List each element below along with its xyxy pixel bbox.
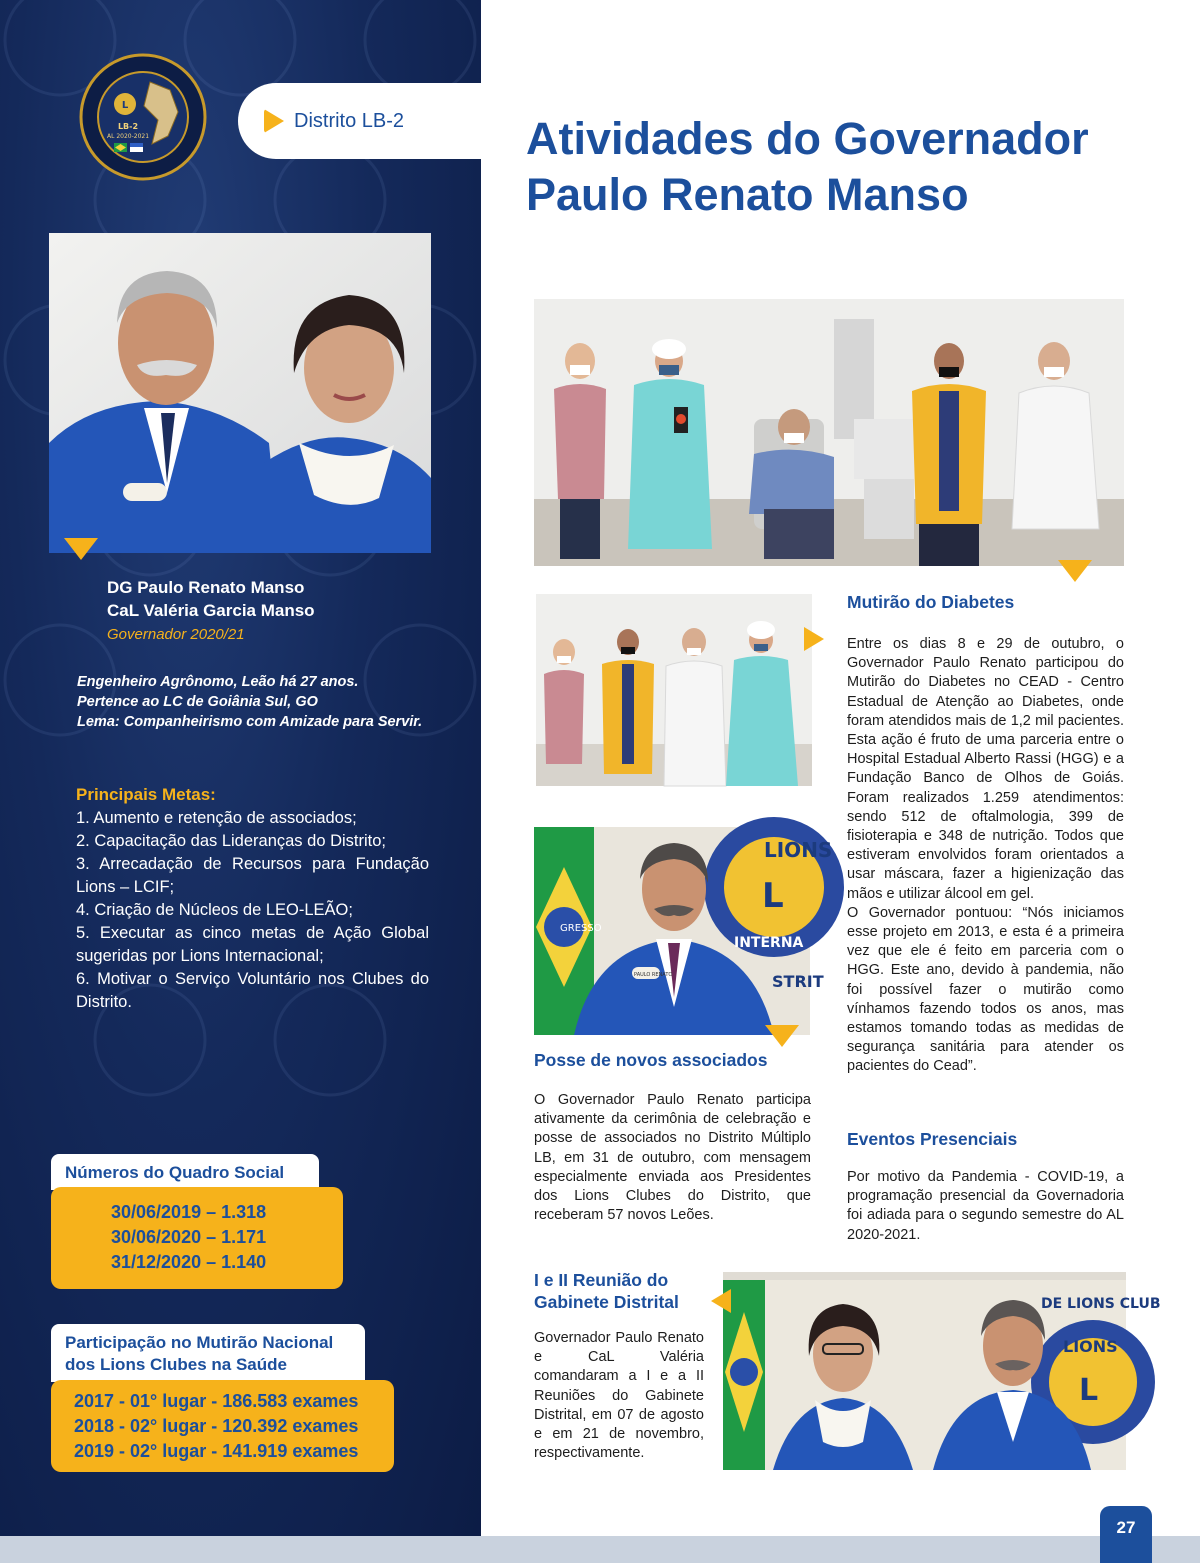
diabetes-clinic-group-photo bbox=[534, 299, 1124, 566]
membership-numbers-heading: Números do Quadro Social bbox=[51, 1154, 319, 1190]
svg-text:LB-2: LB-2 bbox=[117, 122, 139, 131]
section-title-line: I e II Reunião do bbox=[534, 1270, 669, 1290]
bio-line: Pertence ao LC de Goiânia Sul, GO bbox=[77, 694, 318, 710]
goal-item: 2. Capacitação das Lideranças do Distrito; bbox=[76, 832, 387, 850]
membership-numbers-box bbox=[51, 1187, 343, 1289]
page-title-line: Atividades do Governador bbox=[526, 113, 1089, 164]
page-title-line: Paulo Renato Manso bbox=[526, 169, 969, 220]
svg-text:AL 2020-2021: AL 2020-2021 bbox=[106, 133, 150, 140]
campaign-result-row: 2017 - 01° lugar - 186.583 exames bbox=[74, 1391, 359, 1411]
goals-heading: Principais Metas: bbox=[76, 785, 216, 804]
portrait-caption bbox=[107, 576, 315, 643]
section-body-diabetes bbox=[847, 635, 1124, 1077]
svg-text:PAULO RENATO: PAULO RENATO bbox=[634, 972, 673, 978]
section-body-reuniao: Governador Paulo Renato e CaL Valéria comandaram a I e a II Reuniões do Gabinete Distrital, em 07 de agosto e em 21 de novembro, respectivamente. bbox=[534, 1330, 704, 1462]
bio-line: Lema: Companheirismo com Amizade para Servir. bbox=[77, 714, 423, 730]
triangle-pointer-icon bbox=[711, 1289, 731, 1313]
district-seal-logo bbox=[80, 54, 206, 180]
goal-item: 3. Arrecadação de Recursos para Fundação Lions – LCIF; bbox=[76, 855, 429, 896]
national-campaign-results-box bbox=[51, 1380, 394, 1472]
triangle-pointer-icon bbox=[804, 627, 824, 651]
svg-text:L: L bbox=[762, 876, 784, 916]
governor-video-message-photo bbox=[534, 827, 833, 1035]
goal-item: 6. Motivar o Serviço Voluntário nos Clubes do Distrito. bbox=[76, 970, 429, 1011]
play-triangle-icon bbox=[264, 109, 284, 133]
page-number: 27 bbox=[1100, 1506, 1152, 1563]
section-title-eventos: Eventos Presenciais bbox=[847, 1129, 1018, 1149]
svg-text:GRESSO: GRESSO bbox=[560, 923, 602, 934]
caption-role: Governador 2020/21 bbox=[107, 626, 245, 643]
district-label-tab bbox=[238, 83, 488, 159]
governor-couple-portrait bbox=[49, 233, 431, 553]
diabetes-team-photo bbox=[536, 594, 812, 786]
svg-text:LIONS: LIONS bbox=[1063, 1337, 1118, 1356]
campaign-result-row: 2019 - 02° lugar - 141.919 exames bbox=[74, 1441, 359, 1461]
national-campaign-heading bbox=[51, 1324, 365, 1382]
caption-name-spouse: CaL Valéria Garcia Manso bbox=[107, 601, 315, 620]
triangle-pointer-icon bbox=[1058, 560, 1092, 582]
svg-text:LIONS: LIONS bbox=[764, 838, 833, 862]
section-body-eventos: Por motivo da Pandemia - COVID-19, a programação presencial da Governadoria foi adiada para o segundo semestre do AL 2020-2021. bbox=[847, 1169, 1124, 1243]
footer-strip bbox=[0, 1536, 1200, 1563]
national-campaign-heading-line: dos Lions Clubes na Saúde bbox=[65, 1355, 287, 1374]
paragraph: O Governador pontuou: “Nós iniciamos esse projeto em 2013, e esta é a primeira vez que ele é feito em parceria com o HGG. Este ano, devido à pandemia, não foi possível fazer o mutirão como vínhamos fazendo todos os anos, mas estamos tomando todas as medidas de segurança sanitária para atender os pacientes do Cead”. bbox=[847, 904, 1124, 1075]
bio-line: Engenheiro Agrônomo, Leão há 27 anos. bbox=[77, 674, 359, 690]
svg-text:L: L bbox=[1079, 1373, 1099, 1408]
caption-name-governor: DG Paulo Renato Manso bbox=[107, 578, 305, 597]
main-goals-list bbox=[76, 785, 429, 1014]
goal-item: 1. Aumento e retenção de associados; bbox=[76, 809, 357, 827]
svg-text:STRIT: STRIT bbox=[772, 972, 824, 991]
svg-text:INTERNA: INTERNA bbox=[734, 935, 804, 951]
district-label: Distrito LB-2 bbox=[294, 109, 405, 132]
membership-row: 31/12/2020 – 1.140 bbox=[111, 1252, 267, 1272]
section-title-line: Gabinete Distrital bbox=[534, 1292, 679, 1312]
triangle-pointer-icon bbox=[765, 1025, 799, 1047]
paragraph: Entre os dias 8 e 29 de outubro, o Governador Paulo Renato participou do Mutirão do Diabetes no CEAD - Centro Estadual de Atenção ao Diabetes, onde foram atendidos mais de 1,2 mil pacientes. Esta ação é fruto de uma parceria entre o Hospital Estadual Alberto Rassi (HGG) e a Fundação Banco de Olhos de Goiás. Foram realizados 1.259 atendimentos: sendo 512 de oftalmologia, 399 de fisioterapia e 348 de nutrição. Todos que estiveram envolvidos foram orientados a usar máscara, fazer a higienização das mãos e utilizar álcool em gel. bbox=[847, 636, 1124, 902]
left-sidebar-panel bbox=[0, 0, 481, 1563]
goal-item: 5. Executar as cinco metas de Ação Global sugeridas por Lions Internacional; bbox=[76, 924, 429, 965]
section-title-posse: Posse de novos associados bbox=[534, 1050, 768, 1070]
section-title-diabetes: Mutirão do Diabetes bbox=[847, 592, 1015, 612]
campaign-result-row: 2018 - 02° lugar - 120.392 exames bbox=[74, 1416, 359, 1436]
goal-item: 4. Criação de Núcleos de LEO-LEÃO; bbox=[76, 901, 353, 919]
membership-row: 30/06/2019 – 1.318 bbox=[111, 1202, 267, 1222]
national-campaign-heading-line: Participação no Mutirão Nacional bbox=[65, 1333, 334, 1352]
page-title bbox=[526, 111, 1176, 223]
triangle-pointer-icon bbox=[64, 538, 98, 560]
svg-text:L: L bbox=[121, 100, 129, 111]
governor-bio bbox=[77, 672, 427, 732]
cabinet-meeting-video-call-photo bbox=[723, 1272, 1161, 1470]
svg-text:DE LIONS CLUB: DE LIONS CLUB bbox=[1041, 1296, 1161, 1312]
section-body-posse: O Governador Paulo Renato participa ativamente da cerimônia de celebração e posse de associados no Distrito Múltiplo LB, em 31 de outubro, com mensagem especialmente enviada aos Presidentes dos Lions Clubes do Distrito, que receberam 57 novos Leões. bbox=[534, 1092, 811, 1224]
section-title-reuniao bbox=[534, 1269, 704, 1313]
membership-row: 30/06/2020 – 1.171 bbox=[111, 1227, 267, 1247]
